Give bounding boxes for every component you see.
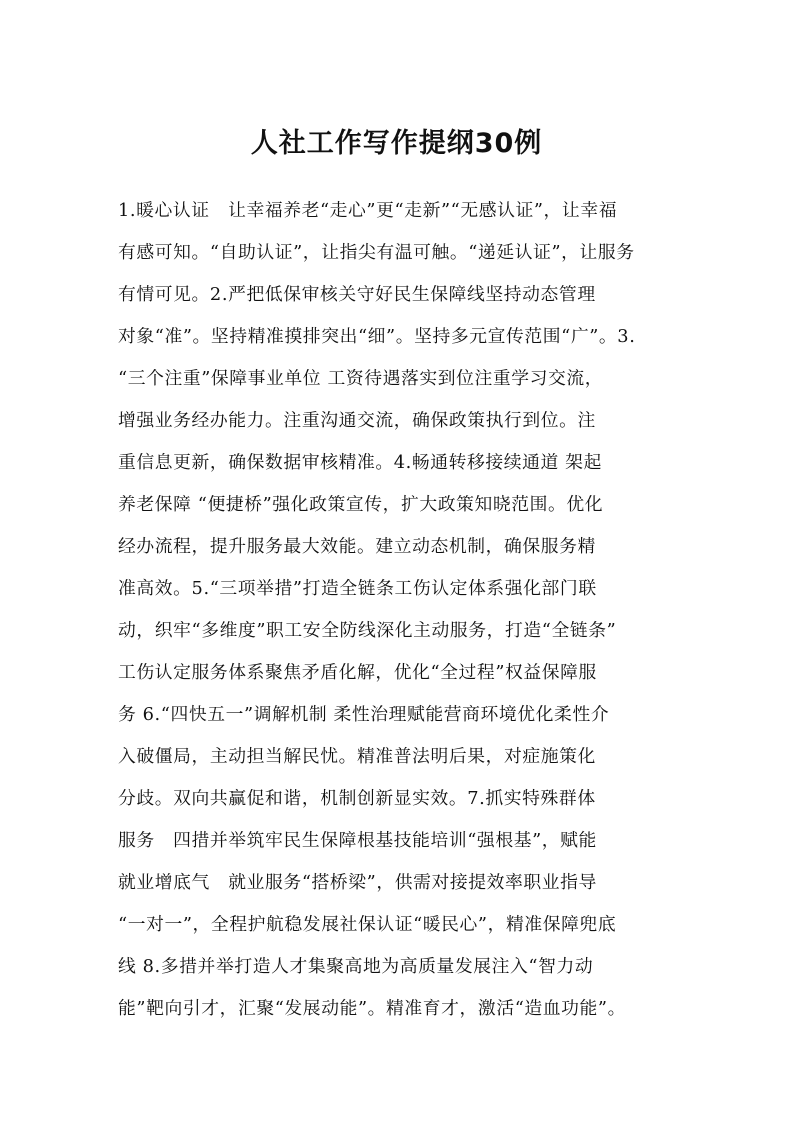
text-line: 服务 四措并举筑牢民生保障根基技能培训“强根基”，赋能: [118, 830, 597, 851]
text-line: 能”靶向引才，汇聚“发展动能”。精准育才，激活“造血功能”。: [118, 998, 626, 1019]
text-line: 对象“准”。坚持精准摸排突出“细”。坚持多元宣传范围“广”。3.: [118, 326, 636, 347]
text-line: 重信息更新，确保数据审核精准。4.畅通转移接续通道 架起: [118, 452, 602, 473]
text-line: 有感可知。“自助认证”，让指尖有温可触。“递延认证”，让服务: [118, 242, 635, 263]
text-line: 准高效。5.“三项举措”打造全链条工伤认定体系强化部门联: [118, 578, 597, 599]
text-line: 经办流程，提升服务最大效能。建立动态机制，确保服务精: [118, 536, 596, 557]
text-line: 动，织牢“多维度”职工安全防线深化主动服务，打造“全链条”: [118, 620, 617, 641]
text-line: 工伤认定服务体系聚焦矛盾化解，优化“全过程”权益保障服: [118, 662, 597, 683]
text-line: “三个注重”保障事业单位 工资待遇落实到位注重学习交流，: [118, 368, 604, 389]
text-line: 增强业务经办能力。注重沟通交流，确保政策执行到位。注: [118, 410, 596, 431]
text-line: 1.暖心认证 让幸福养老“走心”更“走新”“无感认证”，让幸福: [118, 200, 618, 221]
text-line: 就业增底气 就业服务“搭桥梁”，供需对接提效率职业指导: [118, 872, 597, 893]
page-title: 人社工作写作提纲30例: [250, 128, 543, 159]
text-line: “一对一”，全程护航稳发展社保认证“暖民心”，精准保障兜底: [118, 914, 617, 935]
text-line: 有情可见。2.严把低保审核关守好民生保障线坚持动态管理: [118, 284, 596, 305]
text-line: 分歧。双向共赢促和谐，机制创新显实效。7.抓实特殊群体: [118, 788, 596, 809]
body-text: [118, 190, 678, 1030]
text-line: 养老保障 “便捷桥”强化政策宣传，扩大政策知晓范围。优化: [118, 494, 604, 515]
text-line: 线 8.多措并举打造人才集聚高地为高质量发展注入“智力动: [118, 956, 594, 977]
text-line: 务 6.“四快五一”调解机制 柔性治理赋能营商环境优化柔性介: [118, 704, 610, 725]
text-line: 入破僵局，主动担当解民忧。精准普法明后果，对症施策化: [118, 746, 596, 767]
